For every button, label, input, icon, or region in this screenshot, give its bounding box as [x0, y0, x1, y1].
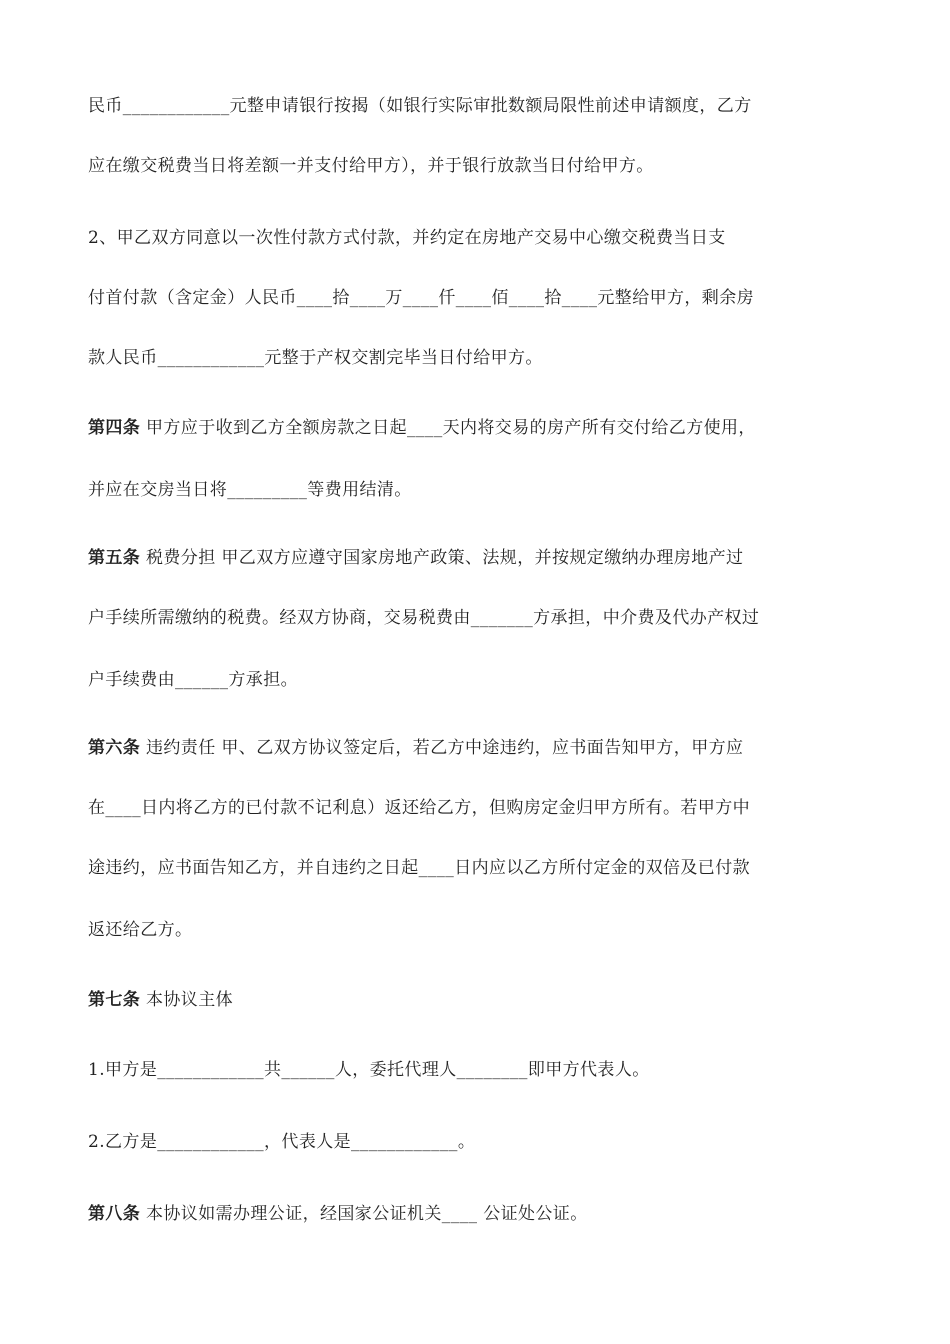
line-text: 甲方应于收到乙方全额房款之日起____天内将交易的房产所有交付给乙方使用，: [140, 418, 756, 438]
line-text: 违约责任 甲、乙双方协议签定后，若乙方中途违约，应书面告知甲方，甲方应: [140, 738, 744, 758]
line-text: 户手续费由______方承担。: [88, 670, 298, 690]
line-text: 款人民币____________元整于产权交割完毕当日付给甲方。: [88, 348, 543, 368]
line-text: 1.甲方是____________共______人，委托代理人________即甲方代表人。: [88, 1060, 650, 1080]
line-text: 本协议主体: [140, 990, 234, 1010]
article-heading: 第六条: [88, 738, 141, 758]
line-text: 户手续所需缴纳的税费。经双方协商，交易税费由_______方承担，中介费及代办产权过: [88, 608, 760, 628]
line-text: 付首付款（含定金）人民币____拾____万____仟____佰____拾____元整给甲方，剩余房: [88, 288, 754, 308]
line-text: 税费分担 甲乙双方应遵守国家房地产政策、法规，并按规定缴纳办理房地产过: [140, 548, 744, 568]
paragraph-line-1: [88, 94, 868, 118]
article-6-line-1: [88, 736, 868, 760]
line-text: 2.乙方是____________，代表人是____________。: [88, 1132, 476, 1152]
article-heading: 第五条: [88, 548, 141, 568]
article-6-line-4: [88, 918, 868, 942]
paragraph-line-5: [88, 346, 868, 370]
article-heading: 第七条: [88, 990, 141, 1010]
line-text: 在____日内将乙方的已付款不记利息）返还给乙方，但购房定金归甲方所有。若甲方中: [88, 798, 750, 818]
article-4-line-2: [88, 478, 868, 502]
line-text: 途违约，应书面告知乙方，并自违约之日起____日内应以乙方所付定金的双倍及已付款: [88, 858, 750, 878]
line-text: 应在缴交税费当日将差额一并支付给甲方），并于银行放款当日付给甲方。: [88, 156, 654, 176]
article-7-item-2: [88, 1130, 868, 1154]
article-6-line-3: [88, 856, 868, 880]
article-8-line-1: [88, 1202, 868, 1226]
line-text: 民币____________元整申请银行按揭（如银行实际审批数额局限性前述申请额度，乙方: [88, 96, 752, 116]
article-heading: 第八条: [88, 1204, 141, 1224]
paragraph-line-2: [88, 154, 868, 178]
line-text: 2、甲乙双方同意以一次性付款方式付款，并约定在房地产交易中心缴交税费当日支: [88, 228, 726, 248]
paragraph-line-4: [88, 286, 868, 310]
line-text: 并应在交房当日将_________等费用结清。: [88, 480, 412, 500]
paragraph-line-3: [88, 226, 868, 250]
article-6-line-2: [88, 796, 868, 820]
article-heading: 第四条: [88, 418, 141, 438]
article-7-heading-line: [88, 988, 868, 1012]
article-4-line-1: [88, 416, 868, 440]
article-5-line-1: [88, 546, 868, 570]
line-text: 本协议如需办理公证，经国家公证机关____ 公证处公证。: [140, 1204, 588, 1224]
article-7-item-1: [88, 1058, 868, 1082]
line-text: 返还给乙方。: [88, 920, 193, 940]
article-5-line-3: [88, 668, 868, 692]
article-5-line-2: [88, 606, 868, 630]
